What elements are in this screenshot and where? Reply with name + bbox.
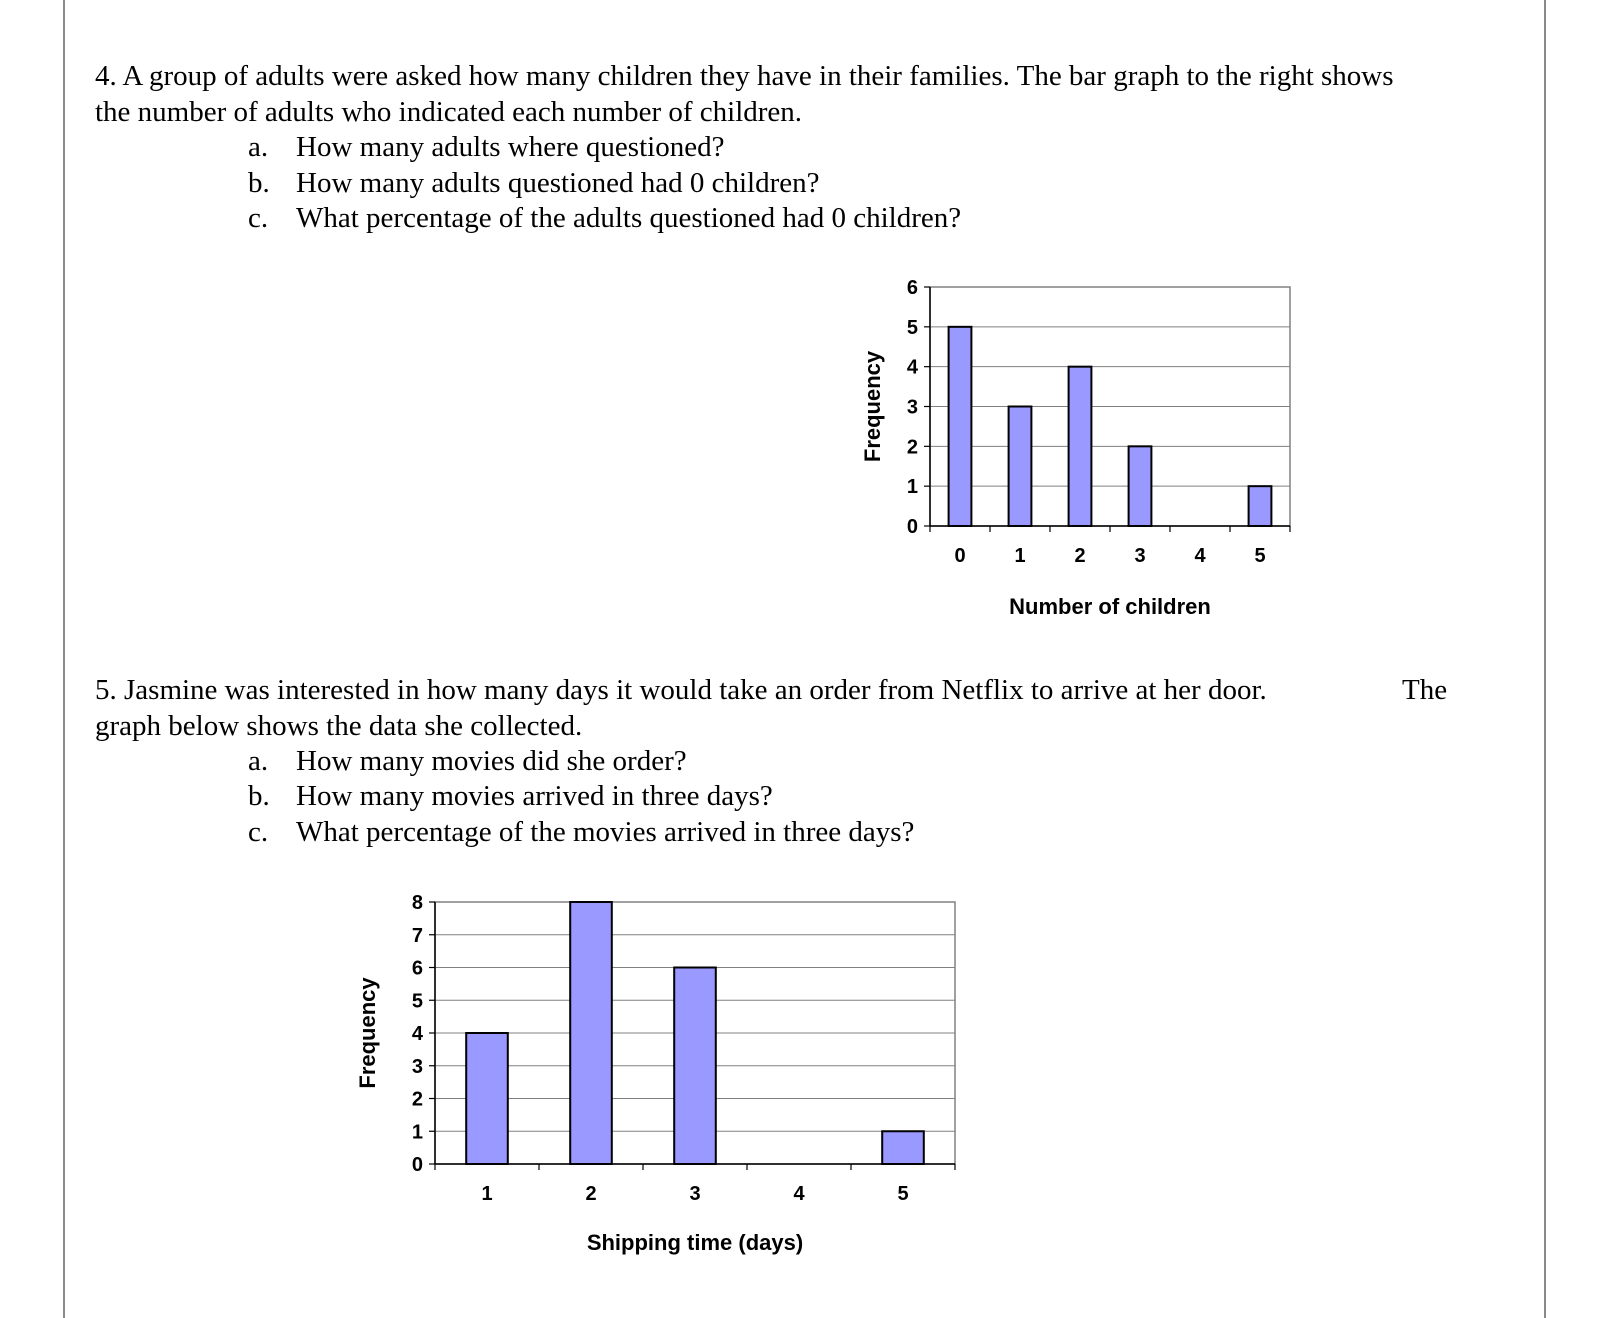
question-text: How many movies arrived in three days? (296, 780, 773, 812)
left-border-line (63, 0, 65, 1318)
problem5-line1-end: The (1402, 674, 1448, 706)
x-tick-label: 0 (954, 545, 966, 567)
x-tick-label: 1 (1014, 545, 1026, 567)
x-axis-title: Number of children (1009, 594, 1211, 619)
y-tick-label: 0 (411, 1154, 423, 1176)
x-tick-label: 5 (1254, 545, 1266, 567)
x-axis-title: Shipping time (days) (586, 1230, 804, 1255)
y-tick-label: 6 (411, 957, 423, 980)
y-tick-label: 1 (906, 476, 918, 499)
x-tick-label: 3 (689, 1183, 701, 1205)
bar (882, 1131, 924, 1164)
x-tick-label: 4 (1194, 545, 1206, 567)
problem4-line1: 4. A group of adults were asked how many children they have in their families. The bar graph to the right shows (95, 60, 1394, 92)
y-tick-label: 8 (411, 892, 423, 914)
question-letter: c. (248, 202, 269, 234)
bar (949, 327, 972, 526)
question-letter: c. (248, 816, 269, 848)
y-tick-label: 4 (906, 356, 918, 379)
bar (674, 968, 716, 1165)
x-tick-label: 1 (481, 1183, 493, 1205)
children-frequency-chart (860, 270, 1300, 630)
shipping-time-chart (355, 880, 975, 1270)
x-tick-label: 2 (1074, 545, 1086, 567)
question-text: How many adults questioned had 0 children? (296, 167, 820, 199)
question-letter: b. (248, 780, 270, 812)
problem5-line2: graph below shows the data she collected. (95, 710, 583, 742)
bar (1249, 486, 1272, 526)
bar (1069, 367, 1092, 526)
bar (570, 902, 612, 1164)
question-letter: b. (248, 167, 270, 199)
y-axis-title: Frequency (355, 977, 380, 1089)
y-tick-label: 5 (906, 316, 918, 339)
question-text: How many movies did she order? (296, 745, 687, 777)
y-tick-label: 1 (411, 1121, 423, 1144)
y-tick-label: 2 (411, 1088, 423, 1111)
bar (1129, 446, 1152, 526)
problem5-line1: 5. Jasmine was interested in how many days it would take an order from Netflix to arrive at her door. (95, 674, 1267, 706)
y-tick-label: 6 (906, 277, 918, 299)
question-letter: a. (248, 131, 269, 163)
y-tick-label: 0 (906, 516, 918, 538)
x-tick-label: 2 (585, 1183, 597, 1205)
y-tick-label: 2 (906, 436, 918, 459)
y-tick-label: 5 (411, 990, 423, 1013)
right-border-line (1544, 0, 1546, 1318)
problem4-line2: the number of adults who indicated each number of children. (95, 96, 803, 128)
y-tick-label: 7 (411, 924, 423, 947)
y-tick-label: 3 (906, 396, 918, 419)
y-axis-title: Frequency (860, 350, 885, 463)
y-tick-label: 3 (411, 1055, 423, 1078)
bar (1009, 407, 1032, 527)
y-tick-label: 4 (411, 1023, 423, 1045)
x-tick-label: 4 (793, 1183, 805, 1205)
question-text: How many adults where questioned? (296, 131, 725, 163)
x-tick-label: 5 (897, 1183, 909, 1205)
question-text: What percentage of the adults questioned had 0 children? (296, 202, 962, 234)
x-tick-label: 3 (1134, 545, 1146, 567)
question-text: What percentage of the movies arrived in three days? (296, 816, 915, 848)
question-letter: a. (248, 745, 269, 777)
bar (466, 1033, 508, 1164)
